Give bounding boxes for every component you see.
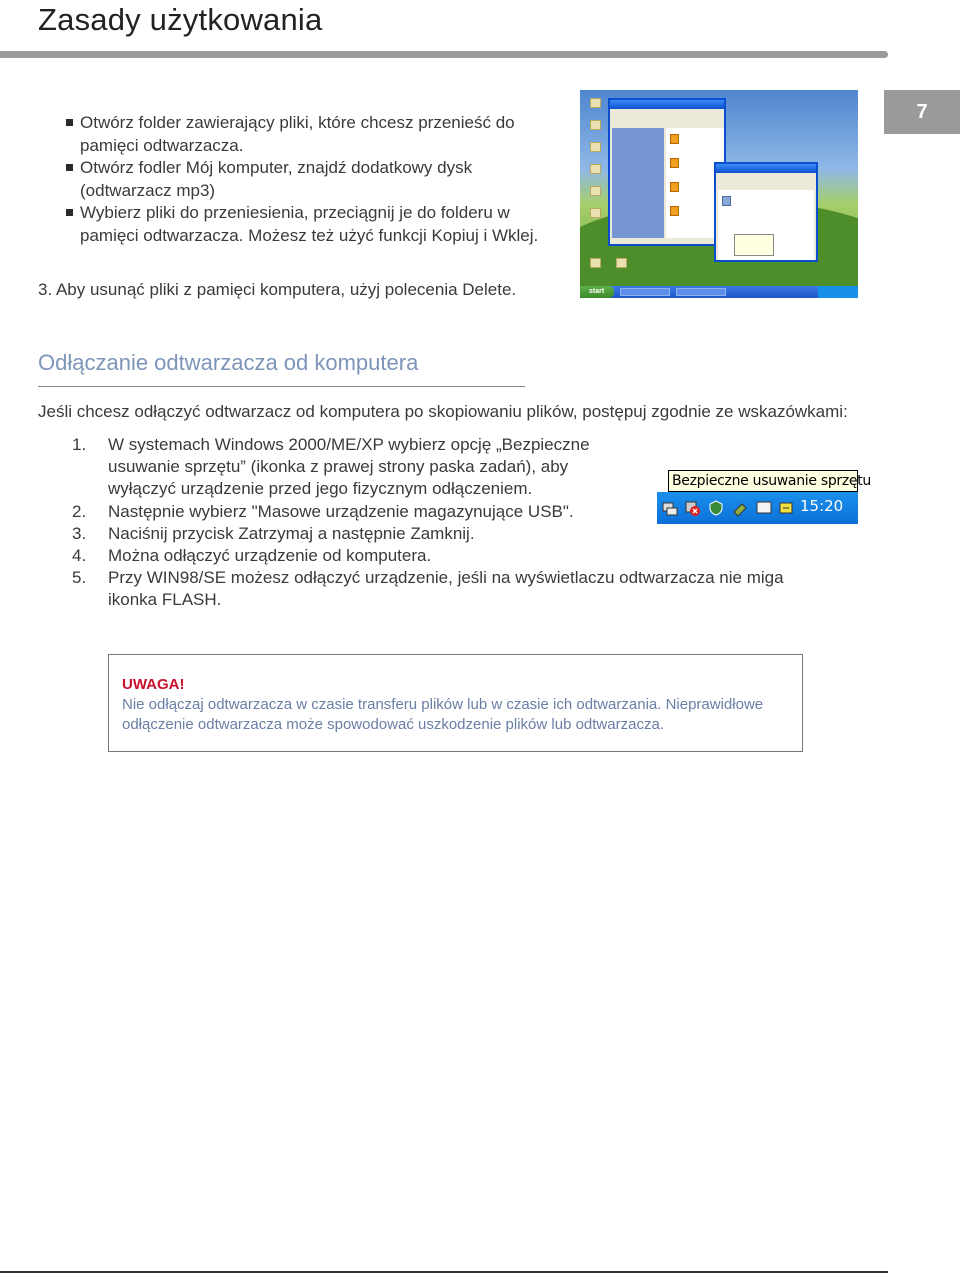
file-list	[718, 190, 814, 260]
title-divider	[0, 51, 888, 58]
desktop-icon	[590, 142, 601, 152]
desktop-icon	[616, 258, 627, 268]
step-number: 1.	[72, 435, 87, 454]
delete-step: 3. Aby usunąć pliki z pamięci komputera, użyj polecenia Delete.	[38, 280, 517, 299]
window-titlebar	[610, 100, 724, 109]
file-icon	[670, 182, 679, 192]
step-item	[72, 523, 812, 545]
step-text: Następnie wybierz "Masowe urządzenie magazynujące USB".	[108, 501, 574, 521]
tray-clock: 15:20	[800, 497, 844, 515]
bullet-item: Otwórz folder zawierający pliki, które chcesz przenieść do pamięci odtwarzacza.	[66, 112, 566, 157]
page-title: Zasady użytkowania	[38, 2, 323, 37]
section-intro: Jeśli chcesz odłączyć odtwarzacz od komputera po skopiowaniu plików, postępuj zgodnie ze wskazówkami:	[38, 402, 848, 421]
explorer-window	[608, 98, 726, 246]
step-number: 2.	[72, 501, 87, 521]
system-tray	[657, 492, 858, 524]
windows-xp-screenshot	[580, 90, 858, 298]
safe-removal-tooltip: Bezpieczne usuwanie sprzętu	[668, 470, 858, 492]
shield-icon[interactable]	[707, 499, 725, 517]
desktop-icon	[590, 98, 601, 108]
system-tray	[818, 286, 858, 298]
file-icon	[670, 134, 679, 144]
warning-box	[108, 654, 803, 752]
safe-removal-illustration	[657, 470, 871, 524]
section-divider	[38, 386, 525, 387]
section-title: Odłączanie odtwarzacza od komputera	[38, 350, 419, 375]
window-titlebar	[716, 164, 816, 173]
warning-text: Nie odłączaj odtwarzacza w czasie transferu plików lub w czasie ich odtwarzania. Nieprawidłowe odłączenie odtwarzacza może spowodować uszkodzenie plików lub odtwarzacza.	[122, 696, 764, 733]
taskbar	[580, 286, 858, 298]
desktop-icon	[590, 186, 601, 196]
speaker-icon[interactable]	[777, 499, 795, 517]
step-item	[72, 567, 812, 611]
info-tooltip	[734, 234, 774, 256]
file-icon	[670, 158, 679, 168]
step-number: 5.	[72, 568, 87, 588]
step-item	[72, 545, 812, 567]
step-text: Przy WIN98/SE możesz odłączyć urządzenie, jeśli na wyświetlaczu odtwarzacza nie miga ikonka FLASH.	[108, 568, 784, 610]
step-text: W systemach Windows 2000/ME/XP wybierz opcję „Bezpieczne usuwanie sprzętu” (ikonka z prawej strony paska zadań), aby wyłączyć urządzenie przed jego fizycznym odłączeniem.	[108, 435, 590, 499]
desktop-icon	[590, 164, 601, 174]
step-text: Naciśnij przycisk Zatrzymaj a następnie Zamknij.	[108, 523, 475, 543]
desktop-icon	[590, 120, 601, 130]
step-number: 3.	[72, 523, 87, 543]
display-icon[interactable]	[755, 499, 773, 517]
bullet-item: Wybierz pliki do przeniesienia, przeciągnij je do folderu w pamięci odtwarzacza. Możesz też użyć funkcji Kopiuj i Wklej.	[66, 202, 566, 247]
usb-device-icon[interactable]	[731, 499, 749, 517]
taskbar-item	[676, 288, 726, 296]
step-text: Można odłączyć urządzenie od komputera.	[108, 546, 432, 566]
drive-icon	[722, 196, 731, 206]
player-window	[714, 162, 818, 262]
instruction-bullets	[66, 112, 566, 247]
bullet-item: Otwórz fodler Mój komputer, znajdź dodatkowy dysk (odtwarzacz mp3)	[66, 157, 566, 202]
file-icon	[670, 206, 679, 216]
start-button: start	[580, 286, 614, 298]
safe-removal-icon[interactable]	[683, 499, 701, 517]
taskbar-item	[620, 288, 670, 296]
step-number: 4.	[72, 546, 87, 566]
footer-divider	[0, 1271, 888, 1273]
desktop-icon	[590, 208, 601, 218]
task-pane	[612, 128, 664, 238]
warning-title: UWAGA!	[122, 676, 185, 693]
network-icon	[661, 499, 679, 517]
page-number: 7	[884, 90, 960, 134]
desktop-icon	[590, 258, 601, 268]
